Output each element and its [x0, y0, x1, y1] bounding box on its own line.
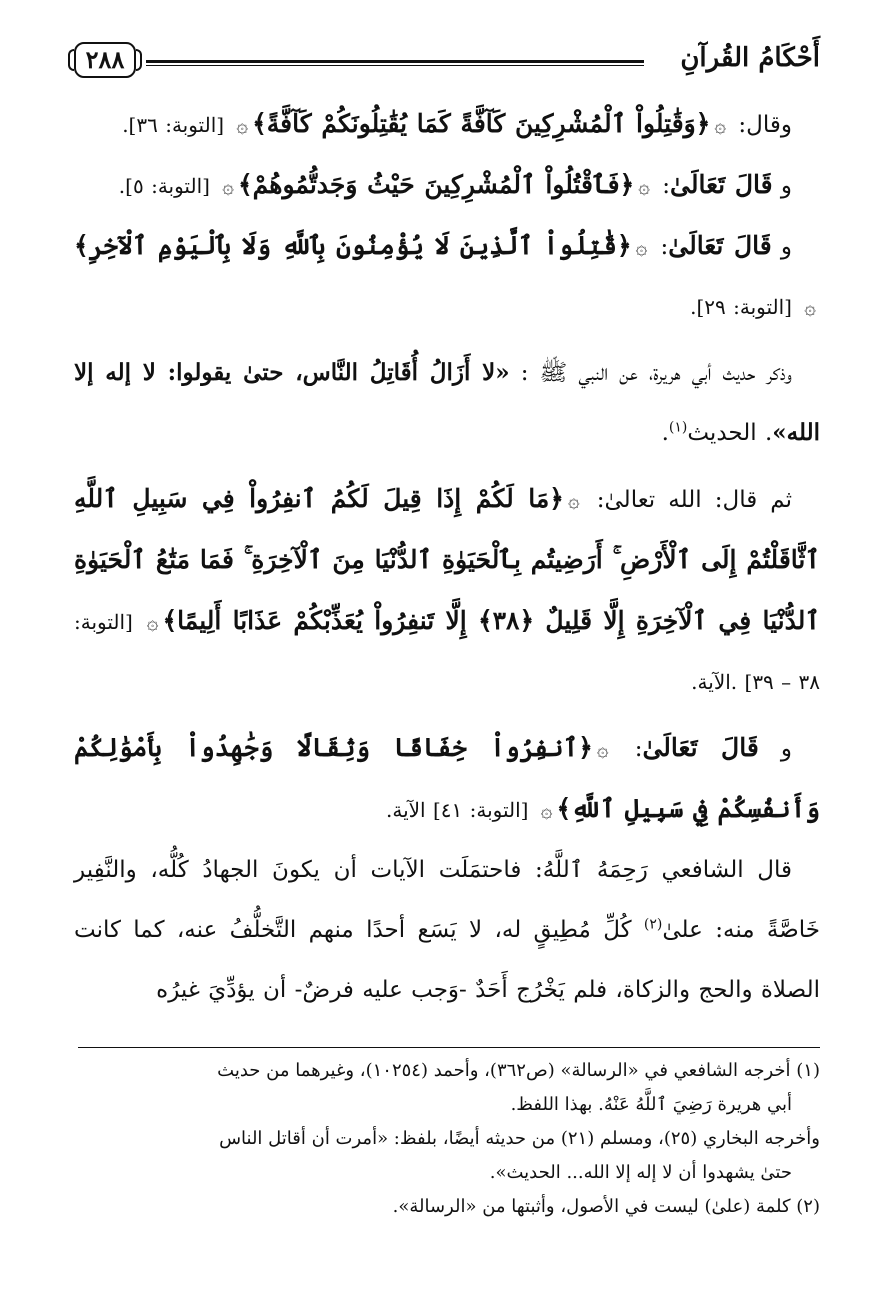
paragraph-2	[74, 155, 820, 216]
verse-reference: [التوبة: ٢٩].	[690, 295, 792, 319]
flower-ornament-icon: ۞	[638, 174, 650, 198]
page-header	[74, 36, 820, 88]
footnote-marker-2[interactable]: (٢)	[643, 916, 663, 933]
footnotes	[74, 1054, 820, 1224]
flower-ornament-icon: ۞	[540, 798, 553, 822]
paragraph-1	[74, 94, 820, 155]
header-rule	[146, 60, 644, 66]
close-bracket: ﴾	[162, 606, 178, 635]
open-bracket: ﴿	[695, 109, 711, 138]
quran-verse	[252, 109, 710, 138]
shafii-text-continued: كُلِّ مُطِيقٍ له، لا يَسَع أحدًا منهم التَّخلُّفُ عنه، كما كانت الصلاة والحج والزكاة، فلم يَخْرُج أَحَدٌ -وَجب عليه فرضٌ- أن يؤدِّيَ غيرُه	[74, 917, 820, 1003]
body-text	[74, 94, 820, 1020]
flower-ornament-icon: ۞	[804, 295, 816, 319]
close-bracket: ﴾	[74, 231, 89, 260]
close-bracket: ﴾	[556, 794, 572, 823]
paragraph-4	[74, 343, 820, 463]
intro-text: وذكر حديث أبي هريرة، عن النبي ﷺ :	[520, 360, 793, 386]
book-title: أَحْكَامُ القُرآنِ	[680, 43, 820, 73]
flower-ornament-icon: ۞	[596, 737, 609, 761]
flower-ornament-icon: ۞	[236, 113, 249, 137]
footnote-1b-line-2: حتىٰ يشهدوا أن لا إله إلا الله... الحديث».	[489, 1162, 792, 1183]
verse-reference: [التوبة: ٥].	[118, 174, 210, 198]
footnote-1-line-1: (١) أخرجه الشافعي في «الرسالة» (ص٣٦٢)، وأحمد (١٠٢٥٤)، وغيرهما من حديث	[217, 1060, 820, 1081]
colon: :	[634, 736, 643, 762]
verse-text: فَٱقْتُلُواْ ٱلْمُشْرِكِينَ حَيْثُ وَجَدتُّمُوهُمْ	[252, 170, 620, 199]
footnote-divider	[78, 1047, 820, 1048]
verse-reference: [التوبة: ٤١] الآية.	[385, 798, 529, 822]
quran-verse	[74, 231, 632, 260]
footnote-1-line-2: أبي هريرة رَضِيَ ٱللَّهُ عَنْهُ. بهذا اللفظ.	[510, 1094, 792, 1115]
verse-text: وَقَٰتِلُواْ ٱلْمُشْرِكِينَ كَآفَّةً كَمَا يُقَٰتِلُونَكُمْ كَآفَّةً	[266, 109, 696, 138]
flower-ornament-icon: ۞	[714, 113, 727, 137]
shafii-text: قال الشافعي رَحِمَهُ ٱللَّهُ: فاحتمَلَت الآيات أن يكونَ الجهادُ كُلُّه، والنَّفِير خَاصَّةً منه: علىٰ	[74, 857, 821, 943]
quran-verse	[238, 170, 634, 199]
honorific-calligraphy: قَالَ تَعَالَىٰ	[642, 733, 759, 762]
footnote-2: (٢) كلمة (علىٰ) ليست في الأصول، وأثبتها من «الرسالة».	[392, 1196, 820, 1217]
verse-text: قَٰتِلُواْ ٱلَّذِينَ لَا يُؤْمِنُونَ بِٱللَّهِ وَلَا بِٱلْيَوْمِ ٱلْآخِرِ	[88, 231, 617, 260]
page-number: ٢٨٨	[74, 42, 136, 78]
verse-text: مَا لَكُمْ إِذَا قِيلَ لَكُمُ ٱنفِرُواْ فِي سَبِيلِ ٱللَّهِ ٱثَّاقَلْتُمْ إِلَى ٱلْأَرْضِ ۚ أَرَضِيتُم بِٱلْحَيَوٰةِ ٱلدُّنْيَا مِنَ ٱلْآخِرَةِ ۚ فَمَا مَتَٰعُ ٱلْحَيَوٰةِ ٱلدُّنْيَا فِي ٱلْآخِرَةِ إِلَّا قَلِيلٌ ﴿٣٨﴾ إِلَّا تَنفِرُواْ يُعَذِّبْكُمْ عَذَابًا أَلِيمًا	[74, 484, 820, 635]
flower-ornament-icon: ۞	[567, 488, 580, 512]
close-bracket: ﴾	[237, 170, 253, 199]
open-bracket: ﴿	[616, 231, 632, 260]
lead-text: و	[780, 736, 793, 762]
close-bracket: ﴾	[252, 109, 267, 138]
flower-ornament-icon: ۞	[146, 610, 159, 634]
colon: :	[662, 173, 671, 199]
paragraph-7	[74, 840, 820, 1020]
period: .	[661, 420, 669, 446]
flower-ornament-icon: ۞	[222, 174, 234, 198]
verse-reference: [التوبة: ٣٨ – ٣٩] .الآية.	[74, 610, 820, 694]
paragraph-5	[74, 469, 820, 712]
hadith-quote: «لا أَزَالُ أُقَاتِلُ النَّاس، حتىٰ يقولوا: لا إله إلا الله»	[74, 359, 820, 446]
paragraph-3	[74, 216, 820, 337]
open-bracket: ﴿	[549, 484, 564, 513]
open-bracket: ﴿	[619, 170, 635, 199]
verse-reference: [التوبة: ٣٦].	[122, 113, 225, 137]
hadith-tail: . الحديث	[687, 420, 773, 446]
page	[74, 36, 820, 1276]
open-bracket: ﴿	[578, 733, 593, 762]
lead-text: و	[780, 173, 792, 199]
lead-text: ثم قال: الله تعالىٰ:	[596, 487, 793, 513]
footnote-1b-line-1: وأخرجه البخاري (٢٥)، ومسلم (٢١) من حديثه أيضًا، بلفظ: «أمرت أن أقاتل الناس	[219, 1128, 820, 1149]
verse-text: ٱنفِرُواْ خِفَافًا وَثِقَالًا وَجَٰهِدُواْ بِأَمْوَٰلِكُمْ وَأَنفُسِكُمْ فِي سَبِيلِ ٱللَّهِ	[74, 733, 820, 823]
lead-text: وقال:	[738, 112, 792, 138]
flower-ornament-icon: ۞	[635, 235, 648, 259]
honorific-calligraphy: قَالَ تَعَالَىٰ	[670, 170, 773, 199]
lead-text: و	[780, 234, 793, 260]
footnote-marker-1[interactable]: (١)	[668, 419, 688, 436]
paragraph-6	[74, 718, 820, 840]
honorific-calligraphy: قَالَ تَعَالَىٰ	[668, 231, 772, 260]
colon: :	[660, 234, 669, 260]
